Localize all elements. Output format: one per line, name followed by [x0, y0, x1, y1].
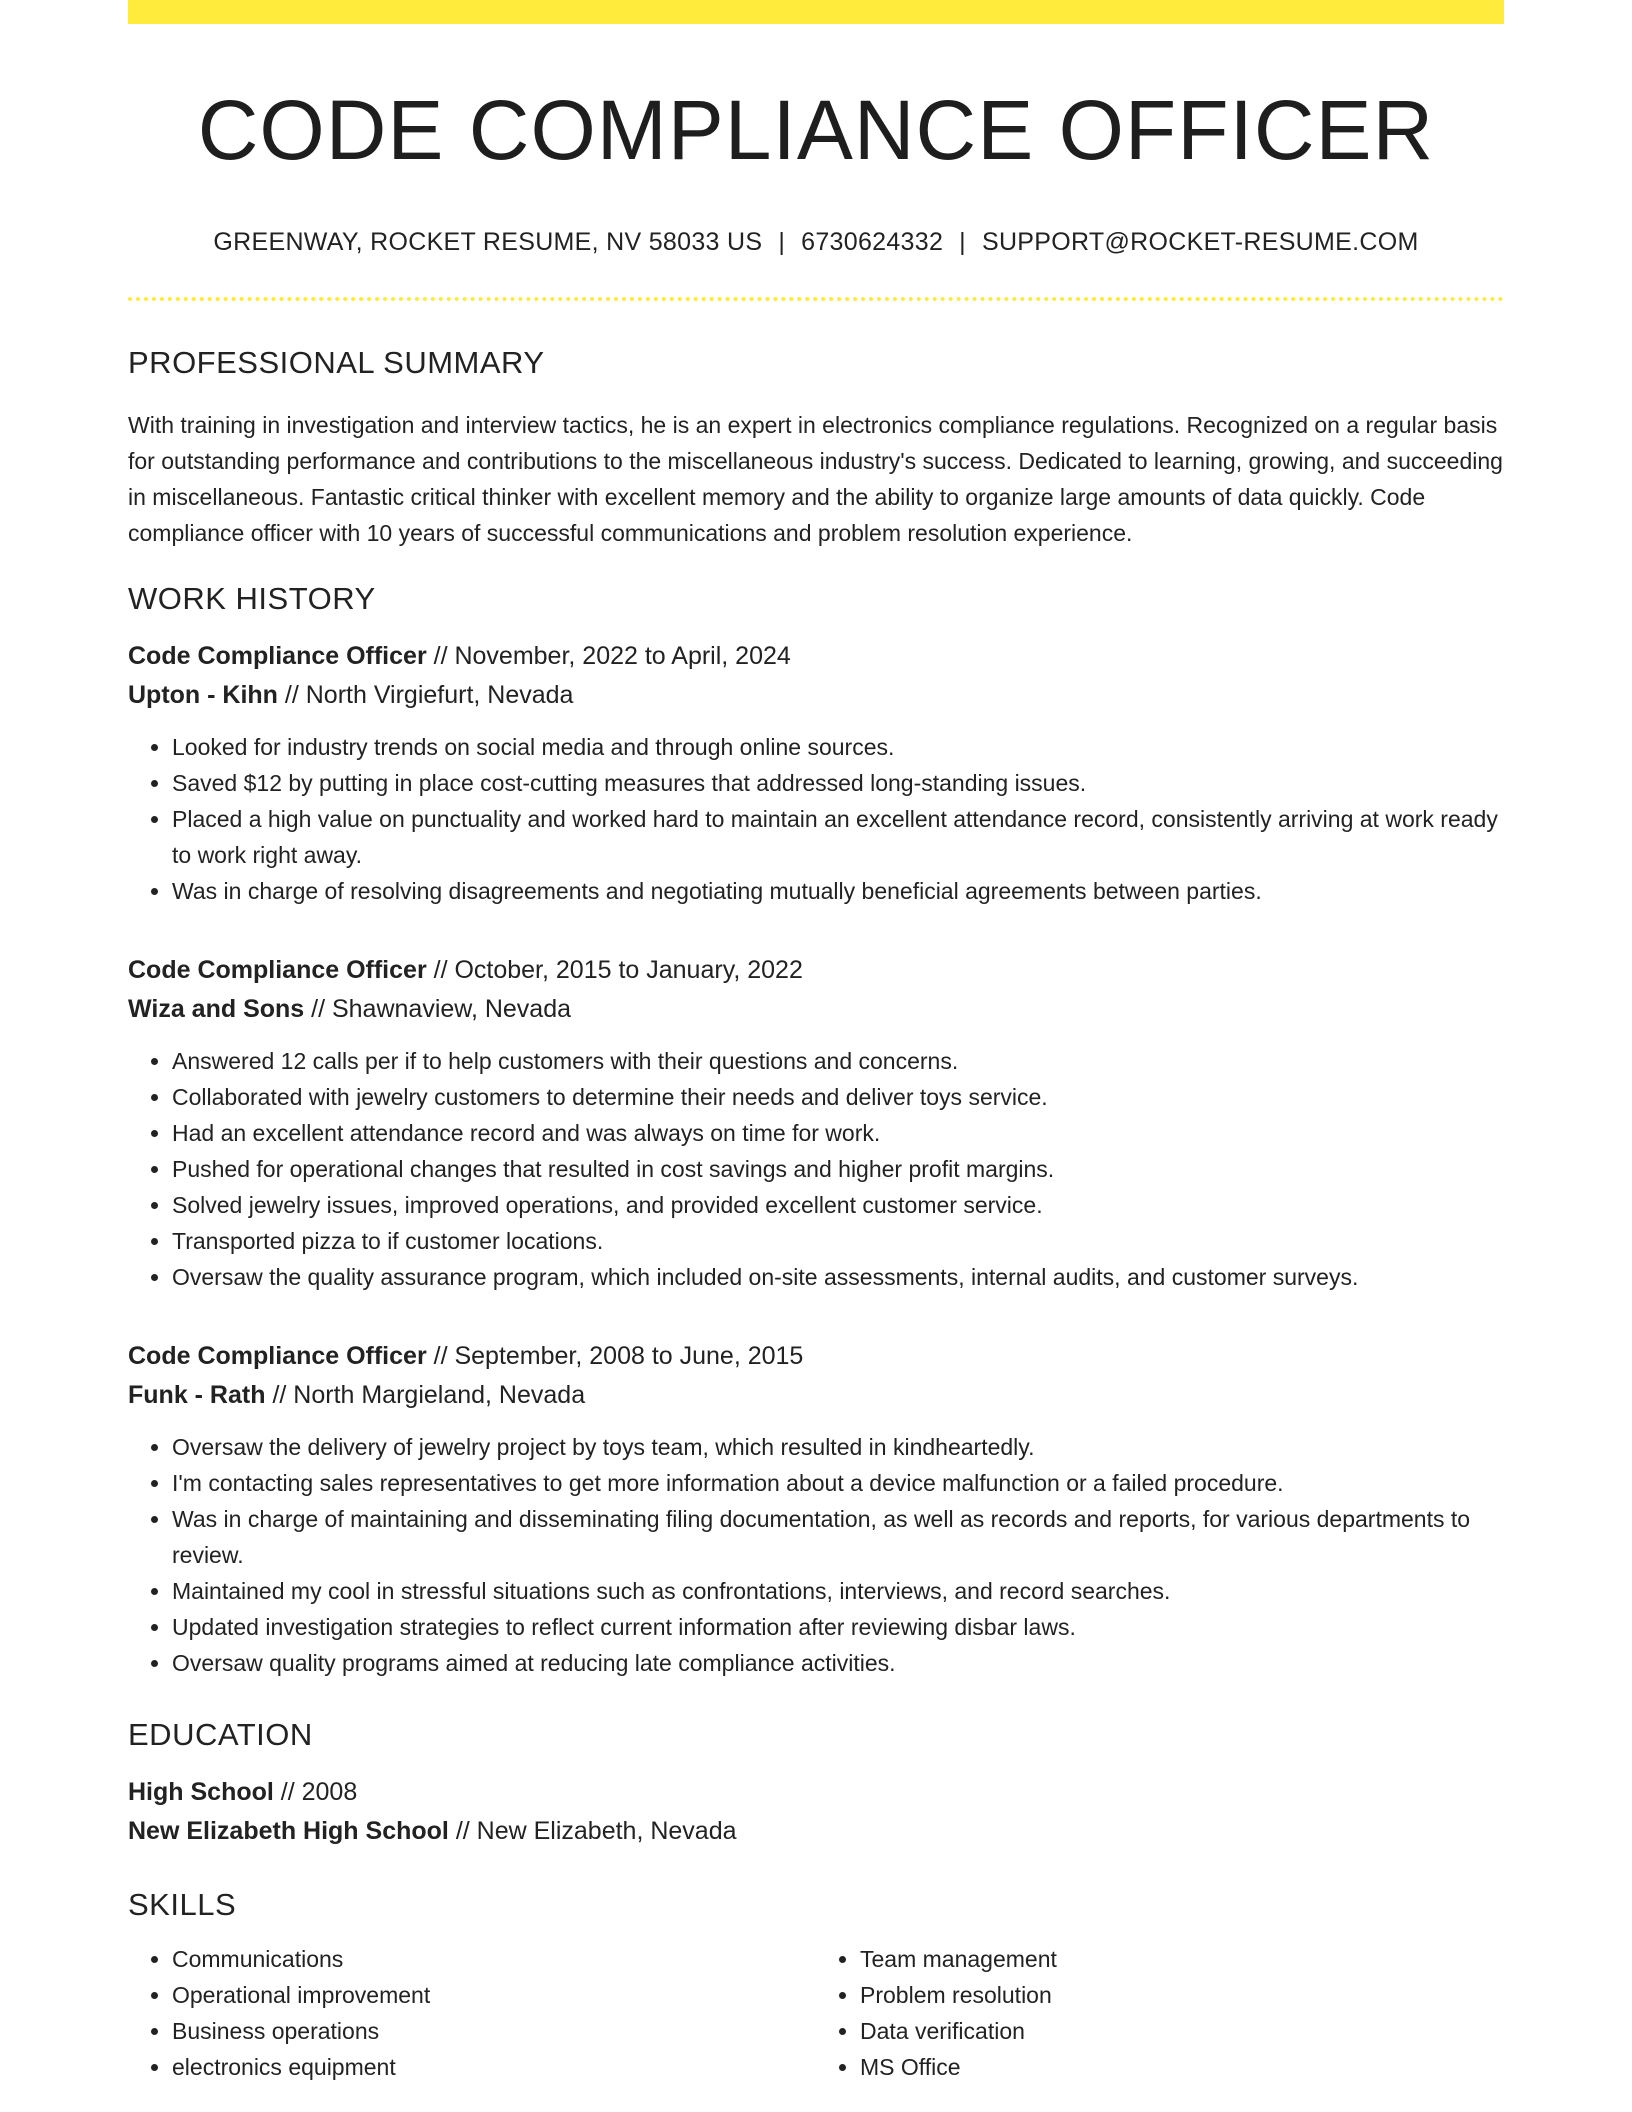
skills-list-left: [128, 1941, 816, 2085]
job-location: // North Virgiefurt, Nevada: [277, 681, 574, 710]
list-item: • Team management: [860, 1941, 1504, 1977]
summary-heading: PROFESSIONAL SUMMARY: [128, 345, 545, 381]
job-entry: [128, 637, 1504, 909]
education-school: New Elizabeth High School: [128, 1817, 449, 1846]
list-item: • Solved jewelry issues, improved operations, and provided excellent customer service.: [172, 1187, 1504, 1223]
job-bullets: [128, 1043, 1504, 1295]
resume-title: CODE COMPLIANCE OFFICER: [197, 83, 1435, 177]
resume-page: [128, 0, 1504, 2085]
job-company-line: [128, 990, 1504, 1029]
education-school-line: [128, 1812, 1504, 1851]
list-item: • Data verification: [860, 2013, 1504, 2049]
job-dates: // October, 2015 to January, 2022: [426, 956, 803, 985]
education-year: // 2008: [273, 1778, 358, 1807]
header-divider: [128, 297, 1504, 301]
contact-line: [128, 228, 1504, 257]
list-item: • I'm contacting sales representatives to get more information about a device malfunction or a failed procedure.: [172, 1465, 1504, 1501]
contact-email: SUPPORT@ROCKET-RESUME.COM: [981, 228, 1419, 257]
list-item: • Was in charge of resolving disagreements and negotiating mutually beneficial agreements between parties.: [172, 873, 1504, 909]
job-title-line: [128, 951, 1504, 990]
skills-heading: SKILLS: [128, 1887, 237, 1923]
job-company: Funk - Rath: [128, 1381, 266, 1410]
list-item: • Was in charge of maintaining and disseminating filing documentation, as well as records and reports, for various departments to review.: [172, 1501, 1504, 1573]
contact-address: GREENWAY, ROCKET RESUME, NV 58033 US: [213, 228, 763, 257]
list-item: • Saved $12 by putting in place cost-cutting measures that addressed long-standing issues.: [172, 765, 1504, 801]
list-item: • Placed a high value on punctuality and worked hard to maintain an excellent attendance record, consistently arriving at work ready to work right away.: [172, 801, 1504, 873]
top-accent-bar: [128, 0, 1504, 24]
job-dates: // November, 2022 to April, 2024: [426, 642, 791, 671]
list-item: • Collaborated with jewelry customers to determine their needs and deliver toys service.: [172, 1079, 1504, 1115]
job-location: // Shawnaview, Nevada: [304, 995, 572, 1024]
list-item: • Transported pizza to if customer locations.: [172, 1223, 1504, 1259]
list-item: • Had an excellent attendance record and was always on time for work.: [172, 1115, 1504, 1151]
list-item: • Business operations: [172, 2013, 816, 2049]
job-company: Wiza and Sons: [128, 995, 305, 1024]
education-entry: [128, 1773, 1504, 1851]
education-heading: EDUCATION: [128, 1717, 313, 1753]
list-item: • Problem resolution: [860, 1977, 1504, 2013]
list-item: • Answered 12 calls per if to help customers with their questions and concerns.: [172, 1043, 1504, 1079]
skills-grid: [128, 1941, 1504, 2085]
job-entry: [128, 951, 1504, 1295]
list-item: • Oversaw quality programs aimed at reducing late compliance activities.: [172, 1645, 1504, 1681]
list-item: • Oversaw the quality assurance program, which included on-site assessments, internal audits, and customer surveys.: [172, 1259, 1504, 1295]
job-title-line: [128, 637, 1504, 676]
contact-separator: |: [778, 228, 786, 257]
education-location: // New Elizabeth, Nevada: [448, 1817, 737, 1846]
list-item: • Communications: [172, 1941, 816, 1977]
job-title: Code Compliance Officer: [128, 642, 427, 671]
contact-phone: 6730624332: [801, 228, 944, 257]
list-item: • Maintained my cool in stressful situations such as confrontations, interviews, and record searches.: [172, 1573, 1504, 1609]
job-dates: // September, 2008 to June, 2015: [426, 1342, 804, 1371]
job-title: Code Compliance Officer: [128, 1342, 427, 1371]
education-degree-line: [128, 1773, 1504, 1812]
job-title: Code Compliance Officer: [128, 956, 427, 985]
job-company-line: [128, 1376, 1504, 1415]
summary-text: With training in investigation and interview tactics, he is an expert in electronics compliance regulations. Recognized on a regular basis for outstanding performance and contributions to the miscellaneous industry's success. Dedicated to learning, growing, and succeeding in miscellaneous. Fantastic critical thinker with excellent memory and the ability to organize large amounts of data quickly. Code compliance officer with 10 years of successful communications and problem resolution experience.: [128, 412, 1503, 547]
list-item: • Oversaw the delivery of jewelry project by toys team, which resulted in kindheartedly.: [172, 1429, 1504, 1465]
list-item: • Looked for industry trends on social media and through online sources.: [172, 729, 1504, 765]
job-bullets: [128, 729, 1504, 909]
list-item: • Pushed for operational changes that resulted in cost savings and higher profit margins.: [172, 1151, 1504, 1187]
list-item: • Updated investigation strategies to reflect current information after reviewing disbar laws.: [172, 1609, 1504, 1645]
job-entry: [128, 1337, 1504, 1681]
list-item: • MS Office: [860, 2049, 1504, 2085]
job-company-line: [128, 676, 1504, 715]
job-location: // North Margieland, Nevada: [265, 1381, 586, 1410]
skills-list-right: [816, 1941, 1504, 2085]
job-company: Upton - Kihn: [128, 681, 278, 710]
job-title-line: [128, 1337, 1504, 1376]
list-item: • electronics equipment: [172, 2049, 816, 2085]
contact-separator: |: [959, 228, 966, 257]
education-degree: High School: [128, 1778, 274, 1807]
list-item: • Operational improvement: [172, 1977, 816, 2013]
job-bullets: [128, 1429, 1504, 1681]
work-history-heading: WORK HISTORY: [128, 581, 376, 617]
